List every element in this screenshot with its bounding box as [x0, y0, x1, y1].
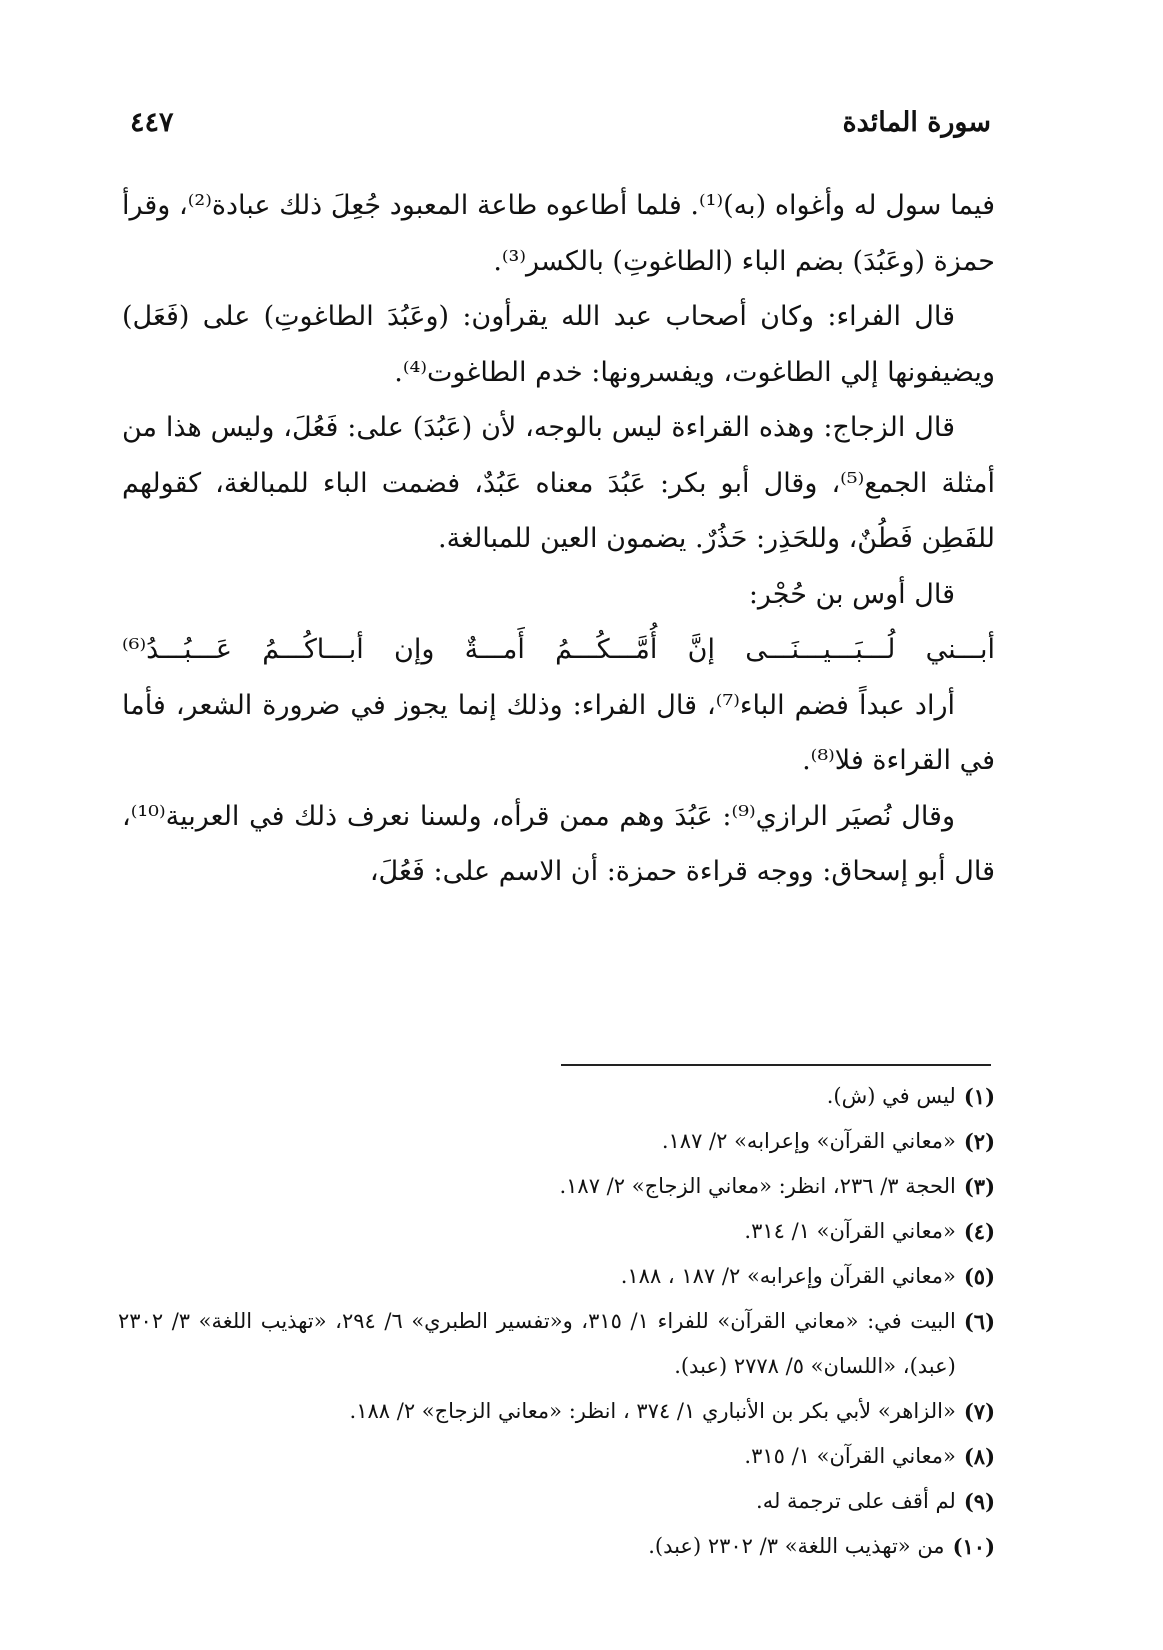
footnotes [118, 1074, 995, 1569]
footnote-separator [561, 1064, 991, 1066]
paragraph: قال الفراء: وكان أصحاب عبد الله يقرأون: (وعَبُدَ الطاغوتِ) على (فَعَل) ويضيفونها إلي الطاغوت، ويفسرونها: خدم الطاغوت⁽⁴⁾. [122, 301, 995, 388]
footnote [118, 1119, 995, 1164]
footnote-text: الحجة ٣/ ٢٣٦، انظر: «معاني الزجاج» ٢/ ١٨٧. [559, 1174, 956, 1198]
footnote-number: (٨) [963, 1444, 995, 1469]
footnote-number: (٢) [963, 1129, 995, 1154]
footnote-text: من «تهذيب اللغة» ٣/ ٢٣٠٢ (عبد). [648, 1534, 945, 1558]
footnote-number: (٣) [963, 1174, 995, 1199]
sura-title: سورة المائدة [842, 106, 991, 138]
footnote-text: «معاني القرآن وإعرابه» ٢/ ١٨٧ ، ١٨٨. [620, 1264, 956, 1288]
page-header [130, 100, 991, 144]
paragraph: قال الزجاج: وهذه القراءة ليس بالوجه، لأن (عَبُدَ) على: فَعُلَ، وليس هذا من أمثلة الجمع⁽⁵⁾، وقال أبو بكر: عَبُدَ معناه عَبُدٌ، فضمت الباء للمبالغة، كقولهم للفَطِن فَطُنٌ، وللحَذِر: حَذُرٌ. يضمون العين للمبالغة. [122, 412, 995, 554]
footnote [118, 1164, 995, 1209]
footnote [118, 1479, 995, 1524]
poem-verse: أبـــني لُـــبَـــيـــنَـــى إنَّ أُمَّـــكُـــمُ أَمـــةٌ وإن أبـــاكُـــمُ عَـــبُـــدُ⁽⁶⁾ [122, 634, 995, 665]
footnote-text: «معاني القرآن» ١/ ٣١٤. [744, 1219, 956, 1243]
footnote-text: لم أقف على ترجمة له. [756, 1489, 956, 1513]
footnote-number: (٩) [963, 1489, 995, 1514]
footnote-number: (٤) [963, 1219, 995, 1244]
main-text [122, 178, 995, 900]
footnote [118, 1524, 995, 1569]
footnote-text: البيت في: «معاني القرآن» للفراء ١/ ٣١٥، و«تفسير الطبري» ٦/ ٢٩٤، «تهذيب اللغة» ٣/ ٢٣٠٢ (عبد)، «اللسان» ٥/ ٢٧٧٨ (عبد). [118, 1309, 956, 1378]
footnote-number: (٦) [963, 1309, 995, 1334]
footnote-number: (٥) [963, 1264, 995, 1289]
footnote-text: «معاني القرآن» ١/ ٣١٥. [744, 1444, 956, 1468]
poem-intro: قال أوس بن حُجْر: [748, 578, 955, 610]
footnote [118, 1434, 995, 1479]
paragraph: وقال نُصيَر الرازي⁽⁹⁾: عَبُدَ وهم ممن قرأه، ولسنا نعرف ذلك في العربية⁽¹⁰⁾، قال أبو إسحاق: ووجه قراءة حمزة: أن الاسم على: فَعُلَ، [122, 800, 995, 887]
footnote-number: (١) [963, 1084, 995, 1109]
paragraph: فيما سول له وأغواه (به)⁽¹⁾. فلما أطاعوه طاعة المعبود جُعِلَ ذلك عبادة⁽²⁾، وقرأ حمزة (وعَبُدَ) بضم الباء (الطاغوتِ) بالكسر⁽³⁾. [122, 190, 995, 277]
footnote [118, 1074, 995, 1119]
footnote [118, 1254, 995, 1299]
footnote [118, 1389, 995, 1434]
page-number: ٤٤٧ [130, 106, 174, 138]
footnote-number: (٧) [963, 1399, 995, 1424]
footnote [118, 1209, 995, 1254]
footnote-number: (١٠) [952, 1534, 995, 1559]
paragraph: أراد عبداً فضم الباء⁽⁷⁾، قال الفراء: وذلك إنما يجوز في ضرورة الشعر، فأما في القراءة فلا⁽⁸⁾. [122, 689, 995, 776]
footnote [118, 1299, 995, 1389]
footnote-text: ليس في (ش). [826, 1084, 956, 1108]
footnote-text: «الزاهر» لأبي بكر بن الأنباري ١/ ٣٧٤ ، انظر: «معاني الزجاج» ٢/ ١٨٨. [349, 1399, 956, 1423]
footnote-text: «معاني القرآن» وإعرابه» ٢/ ١٨٧. [661, 1129, 956, 1153]
